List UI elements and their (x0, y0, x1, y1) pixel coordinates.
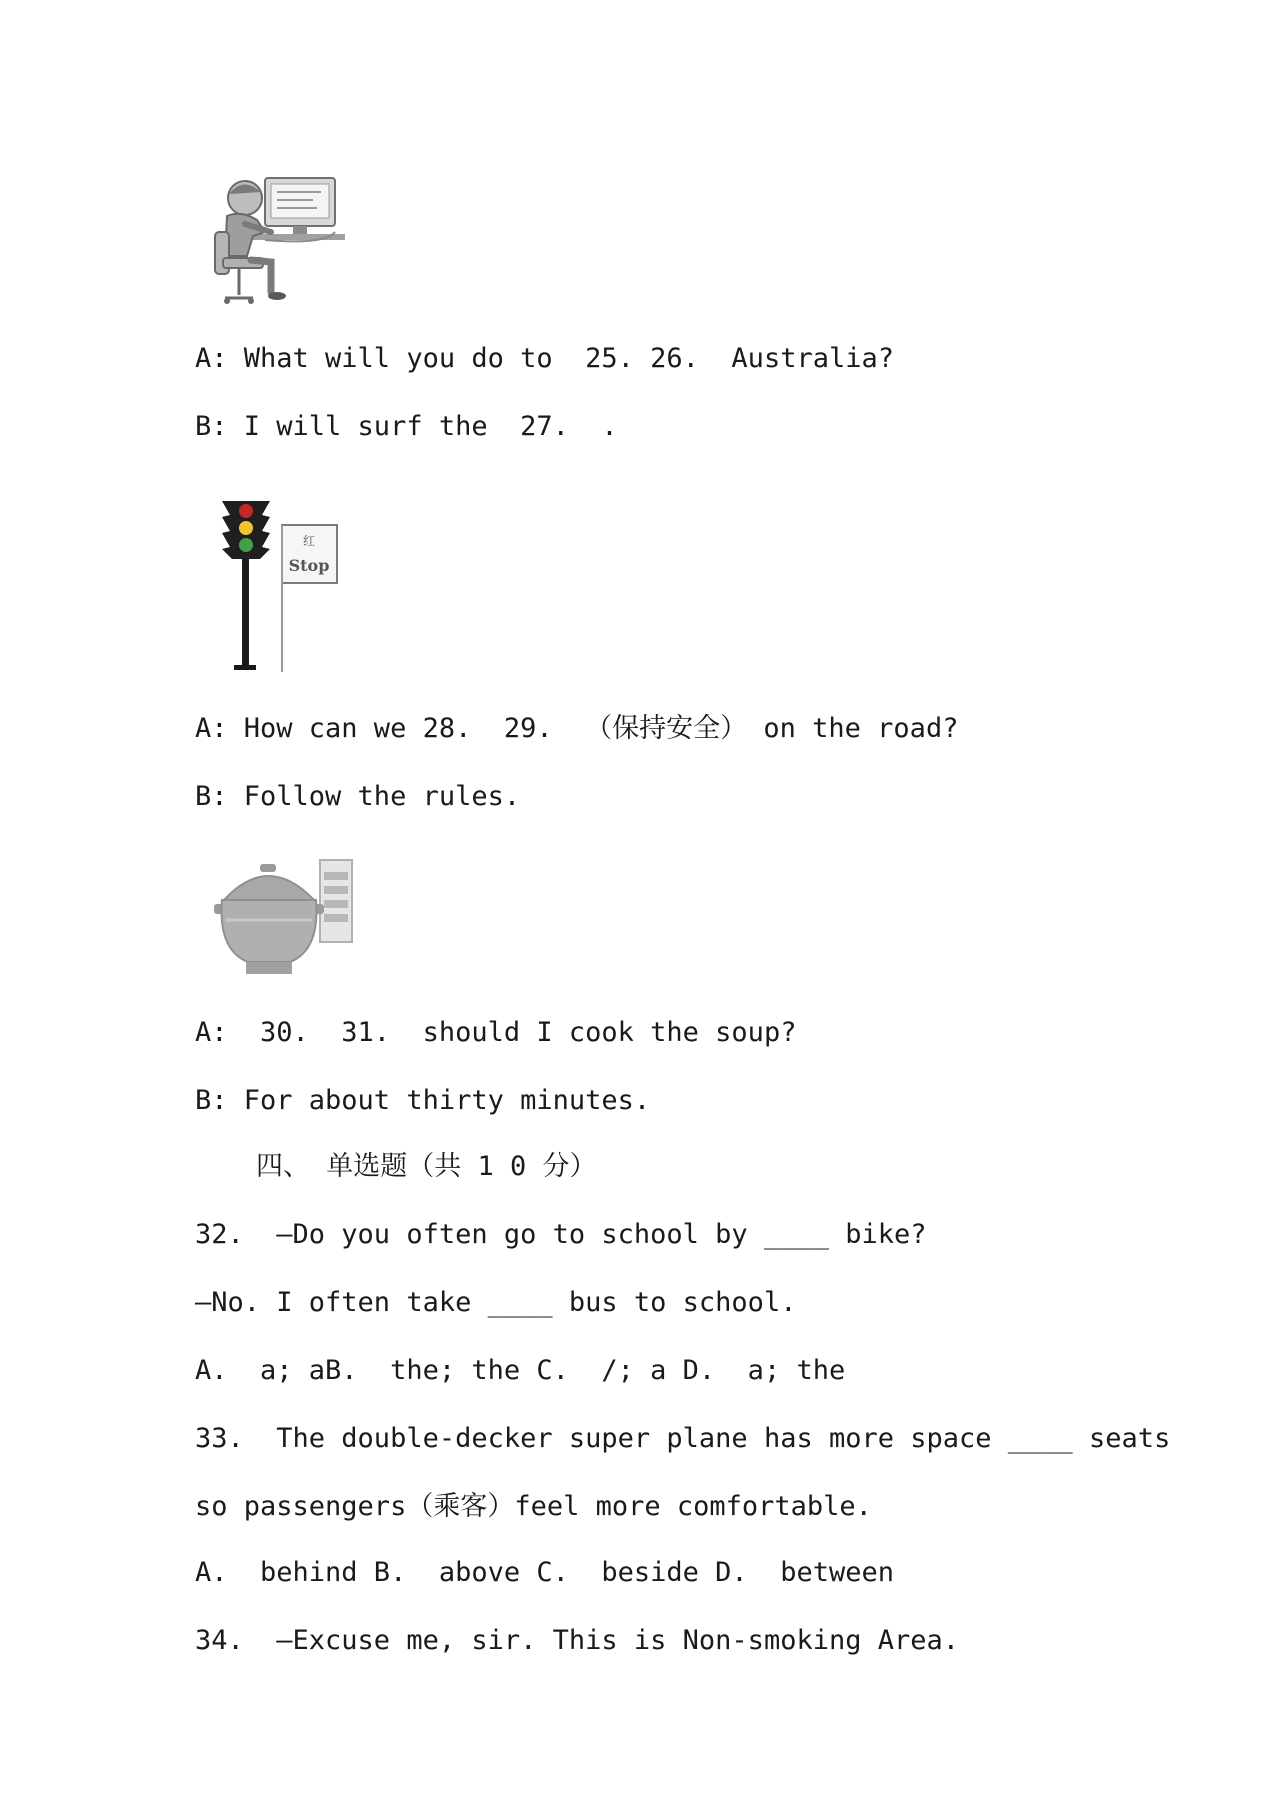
cooking-pot-image (210, 850, 360, 980)
question-32-options: A. a; aB. the; the C. /; a D. a; the (195, 1355, 846, 1386)
question-33-line-2: so passengers（乘客）feel more comfortable. (195, 1491, 872, 1522)
dialogue-3-line-b: B: For about thirty minutes. (195, 1085, 651, 1116)
stop-sign-text: Stop (288, 556, 330, 575)
question-33-options: A. behind B. above C. beside D. between (195, 1557, 894, 1588)
dialogue-2-line-a: A: How can we 28. 29. （保持安全） on the road? (195, 713, 959, 744)
traffic-light-image (212, 497, 347, 672)
dialogue-3-line-a: A: 30. 31. should I cook the soup? (195, 1017, 797, 1048)
stop-sign-char: 红 (302, 534, 316, 548)
question-32-line-2: —No. I often take ____ bus to school. (195, 1287, 797, 1318)
question-32-line-1: 32. —Do you often go to school by ____ bike? (195, 1219, 927, 1250)
dialogue-2-line-b: B: Follow the rules. (195, 781, 521, 812)
section-heading: 四、 单选题（共 1 0 分） (256, 1151, 597, 1182)
question-33-line-1: 33. The double-decker super plane has more space ____ seats (195, 1423, 1171, 1454)
dialogue-1-line-b: B: I will surf the 27. . (195, 411, 618, 442)
question-34-line-1: 34. —Excuse me, sir. This is Non-smoking Area. (195, 1625, 960, 1656)
dialogue-1-line-a: A: What will you do to 25. 26. Australia? (195, 343, 894, 374)
computer-user-image (205, 170, 345, 315)
